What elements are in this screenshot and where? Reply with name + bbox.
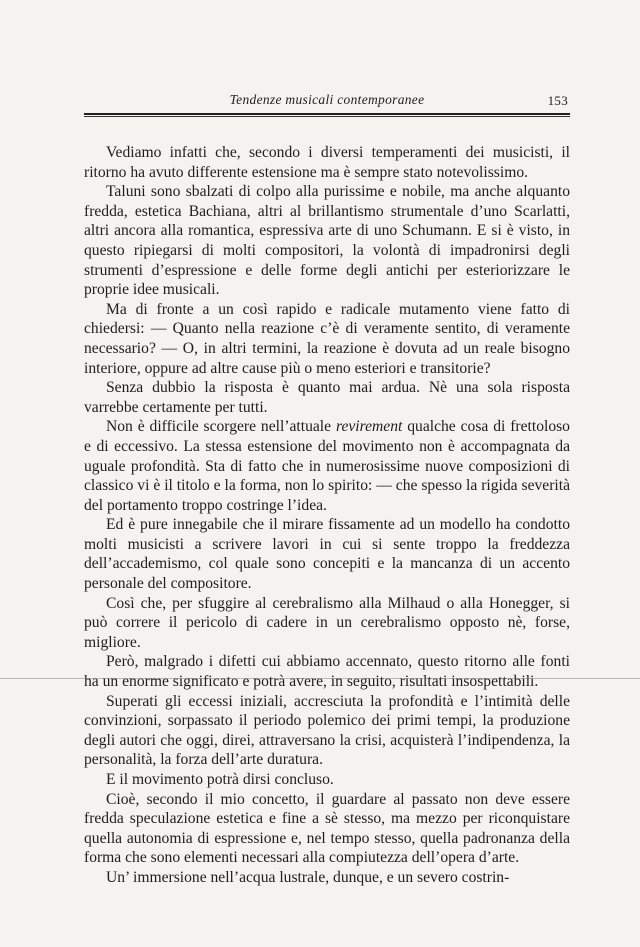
paragraph-text: qualche cosa di frettoloso e di eccessivo. La stessa estensione del movimento non è accompagnata da uguale profondità. Sta di fatto che in numerosissime nuove composizioni di classico vi è il titolo e la forma, non lo spirito: — che spesso la rigida severità del portamento troppo costringe l’idea. — [84, 418, 570, 514]
book-page — [84, 92, 570, 888]
header-rule — [84, 113, 570, 115]
running-header — [84, 92, 570, 110]
paragraph — [84, 417, 570, 515]
running-title: Tendenze musicali contemporanee — [229, 92, 425, 107]
page-number: 153 — [547, 93, 568, 108]
paragraph: Senza dubbio la risposta è quanto mai ardua. Nè una sola risposta varrebbe certamente per tutti. — [84, 379, 570, 416]
paragraph: Un’ immersione nell’acqua lustrale, dunque, e un severo costrin- — [106, 868, 510, 886]
paragraph: E il movimento potrà dirsi concluso. — [106, 771, 334, 788]
body-text — [84, 143, 570, 888]
italic-term: revirement — [335, 418, 403, 436]
paragraph: Ed è pure innegabile che il mirare fissamente ad un modello ha condotto molti musicisti a scrivere lavori in cui si sente troppo la freddezza dell’accademismo, col quale sono concepiti e la mancanza di un accento personale del compositore. — [84, 516, 570, 593]
paragraph: Taluni sono sbalzati di colpo alla purissime e nobile, ma anche alquanto fredda, estetica Bachiana, altri al brillantismo strumentale d’uno Scarlatti, altri ancora alla romantica, espressiva arte di uno Schumann. E si è visto, in questo ripiegarsi di molti compositori, la volontà di impadronirsi degli strumenti d’espressione e delle forme degli antichi per esteriorizzare le proprie idee musicali. — [84, 183, 570, 299]
paragraph: Vediamo infatti che, secondo i diversi temperamenti dei musicisti, il ritorno ha avuto differente estensione ma è sempre stato notevolissimo. — [84, 144, 570, 181]
header-rule-thin — [84, 116, 570, 117]
scan-artifact-line — [0, 678, 640, 679]
paragraph-text: Non è difficile scorgere nell’attuale — [106, 418, 336, 436]
paragraph: Però, malgrado i difetti cui abbiamo accennato, questo ritorno alle fonti ha un enorme significato e potrà avere, in seguito, risultati insospettabili. — [84, 653, 570, 691]
paragraph: Così che, per sfuggire al cerebralismo alla Milhaud o alla Honegger, si può correre il pericolo di cadere in un cerebralismo opposto nè, forse, migliore. — [84, 594, 570, 651]
paragraph: Superati gli eccessi iniziali, accresciuta la profondità e l’intimità delle convinzioni, sorpassato il periodo polemico dei primi tempi, la produzione degli autori che oggi, direi, attraversano la crisi, acquisterà l’indipendenza, la personalità, la forza dell’arte duratura. — [84, 692, 570, 769]
paragraph: Ma di fronte a un così rapido e radicale mutamento viene fatto di chiedersi: — Quanto nella reazione c’è di veramente sentito, di veramente necessario? — O, in altri termini, la reazione è dovuta ad un reale bisogno interiore, oppure ad altre cause più o meno esteriori e transitorie? — [84, 300, 570, 377]
paragraph: Cioè, secondo il mio concetto, il guardare al passato non deve essere fredda speculazione estetica e fine a sè stesso, ma mezzo per riconquistare quella autonomia di espressione e, nel tempo stesso, quella padronanza della forma che sono elementi necessari alla compiutezza dell’opera d’arte. — [84, 790, 570, 867]
